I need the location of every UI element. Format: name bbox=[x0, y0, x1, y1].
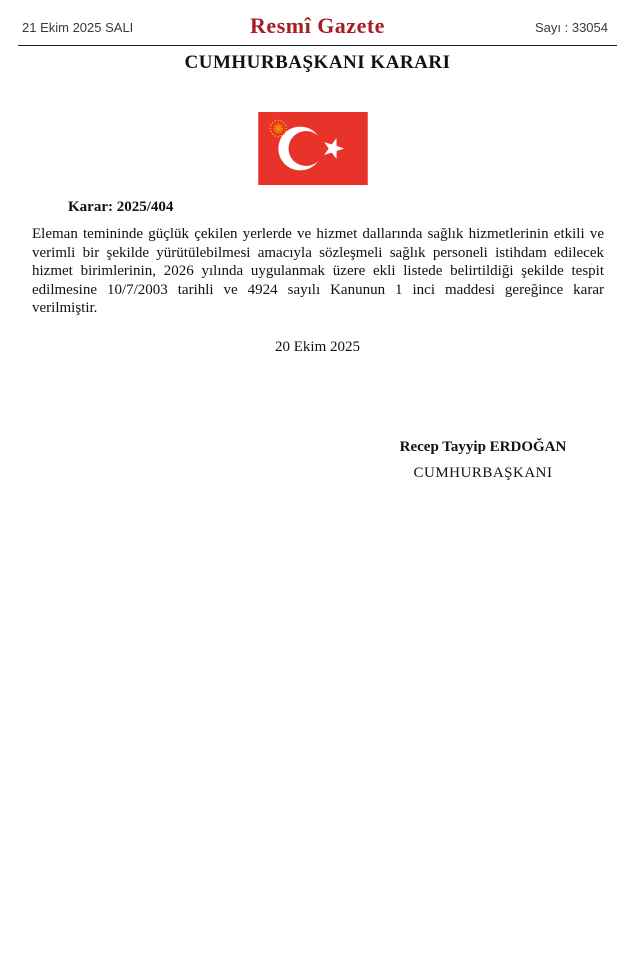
header-date: 21 Ekim 2025 SALI bbox=[22, 20, 134, 35]
signature-name: Recep Tayyip ERDOĞAN bbox=[399, 439, 567, 455]
decision-number: Karar: 2025/404 bbox=[68, 199, 174, 215]
header-divider bbox=[18, 45, 617, 46]
header-issue-number: Sayı : 33054 bbox=[535, 20, 608, 35]
gazette-title: Resmî Gazete bbox=[250, 13, 385, 38]
signature-title: CUMHURBAŞKANI bbox=[413, 465, 553, 481]
flag-icon bbox=[258, 112, 368, 185]
decree-body-text: Eleman temininde güçlük çekilen yerlerde ve hizmet dallarında sağlık hizmetlerinin etkili ve verimli bir şekilde yürütülebilmesi amacıyla sözleşmeli sağlık personeli istihdam edilecek hizmet birimlerinin, 2026 yılında uygulanmak üzere ekli listede belirtildiği şekilde tespit edilmesine 10/7/2003 tarihli ve 4924 sayılı Kanunun 1 inci maddesi gereğince karar verilmiştir. bbox=[32, 226, 604, 317]
turkish-presidential-flag-image bbox=[258, 112, 368, 185]
decree-date: 20 Ekim 2025 bbox=[275, 339, 360, 355]
signature-block bbox=[362, 439, 604, 482]
document-heading: CUMHURBAŞKANI KARARI bbox=[184, 52, 451, 73]
